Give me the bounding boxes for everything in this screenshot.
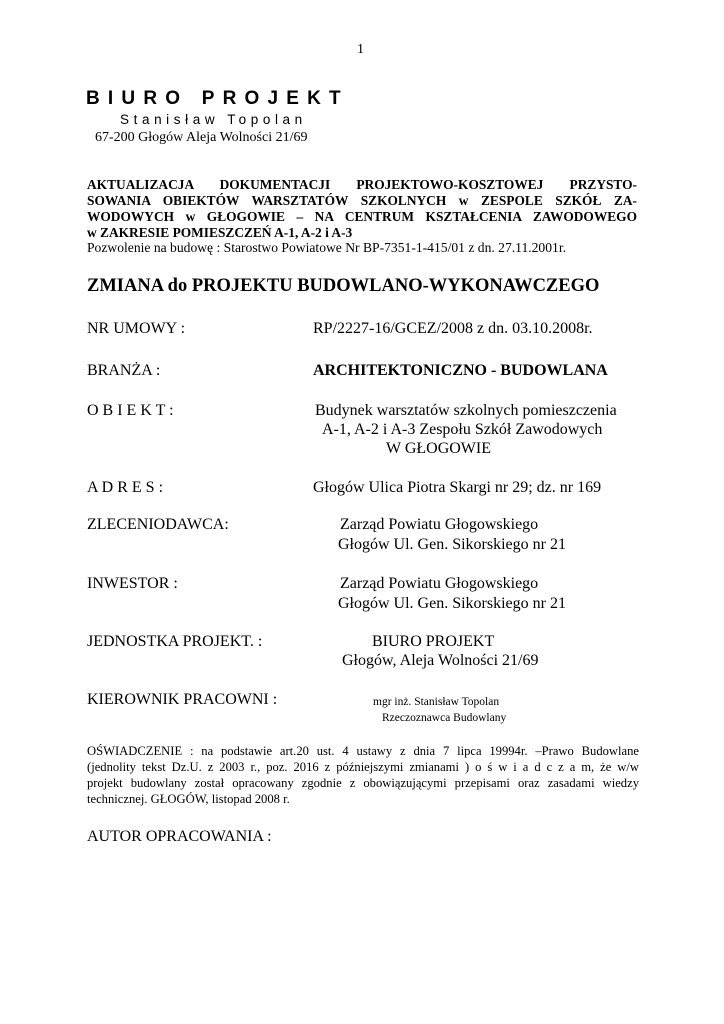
field-value-line: Zarząd Powiatu Głogowskiego: [340, 575, 539, 592]
field-label: NR UMOWY :: [87, 320, 186, 337]
company-name: BIURO PROJEKT: [86, 88, 349, 109]
field-value-line: Głogów Ul. Gen. Sikorskiego nr 21: [338, 595, 566, 612]
subject-line: SOWANIA OBIEKTÓW WARSZTATÓW SZKOLNYCH w ZESPOLE SZKÓŁ ZA-: [87, 193, 637, 208]
field-value-line: Budynek warsztatów szkolnych pomieszczenia: [315, 402, 617, 419]
field-value-line: BIURO PROJEKT: [372, 633, 495, 650]
statement-line: projekt budowlany został opracowany zgodnie z obowiązującymi przepisami oraz zasadami wiedzy: [87, 776, 639, 790]
field-label: BRANŻA :: [87, 362, 161, 379]
subject-line: AKTUALIZACJA DOKUMENTACJI PROJEKTOWO-KOSZTOWEJ PRZYSTO-: [87, 177, 637, 192]
subject-line: w ZAKRESIE POMIESZCZEŃ A-1, A-2 i A-3: [87, 225, 353, 240]
statement-paragraph: [87, 743, 639, 807]
company-person: Stanisław Topolan: [120, 112, 307, 127]
statement-line: technicznej. GŁOGÓW, listopad 2008 r.: [87, 792, 290, 806]
field-value-line: W GŁOGOWIE: [386, 440, 492, 457]
field-label: JEDNOSTKA PROJEKT. :: [87, 633, 263, 650]
field-value-line: Zarząd Powiatu Głogowskiego: [340, 516, 539, 533]
permit-line: Pozwolenie na budowę : Starostwo Powiatowe Nr BP-7351-1-415/01 z dn. 27.11.2001r.: [87, 240, 566, 255]
field-value-line: Głogów Ul. Gen. Sikorskiego nr 21: [338, 536, 566, 553]
statement-line: (jednolity tekst Dz.U. z 2003 r., poz. 2016 z późniejszymi zmianami ) o ś w i a d c z a m, że w/w: [87, 760, 639, 774]
author-label: AUTOR OPRACOWANIA :: [87, 828, 272, 845]
company-address: 67-200 Głogów Aleja Wolności 21/69: [95, 130, 308, 145]
field-label: KIEROWNIK PRACOWNI :: [87, 691, 278, 708]
field-value-line: Głogów, Aleja Wolności 21/69: [342, 652, 539, 669]
subject-heading: [87, 177, 637, 241]
field-label: ZLECENIODAWCA:: [87, 516, 229, 533]
field-value: RP/2227-16/GCEZ/2008 z dn. 03.10.2008r.: [313, 320, 593, 337]
field-value-line: A-1, A-2 i A-3 Zespołu Szkół Zawodowych: [322, 421, 603, 438]
field-label: A D R E S :: [87, 479, 164, 496]
field-value: Głogów Ulica Piotra Skargi nr 29; dz. nr 169: [313, 479, 602, 496]
field-value-line: mgr inż. Stanisław Topolan: [373, 696, 500, 708]
field-value: ARCHITEKTONICZNO - BUDOWLANA: [313, 362, 608, 379]
subject-line: WODOWYCH w GŁOGOWIE – NA CENTRUM KSZTAŁCENIA ZAWODOWEGO: [87, 209, 637, 224]
field-label: O B I E K T :: [87, 402, 174, 419]
page-number: 1: [357, 42, 364, 57]
field-value-line: Rzeczoznawca Budowlany: [382, 712, 507, 724]
statement-line: OŚWIADCZENIE : na podstawie art.20 ust. 4 ustawy z dnia 7 lipca 19994r. –Prawo Budowlane: [87, 744, 639, 758]
document-title: ZMIANA do PROJEKTU BUDOWLANO-WYKONAWCZEGO: [87, 276, 600, 296]
field-label: INWESTOR :: [87, 575, 178, 592]
